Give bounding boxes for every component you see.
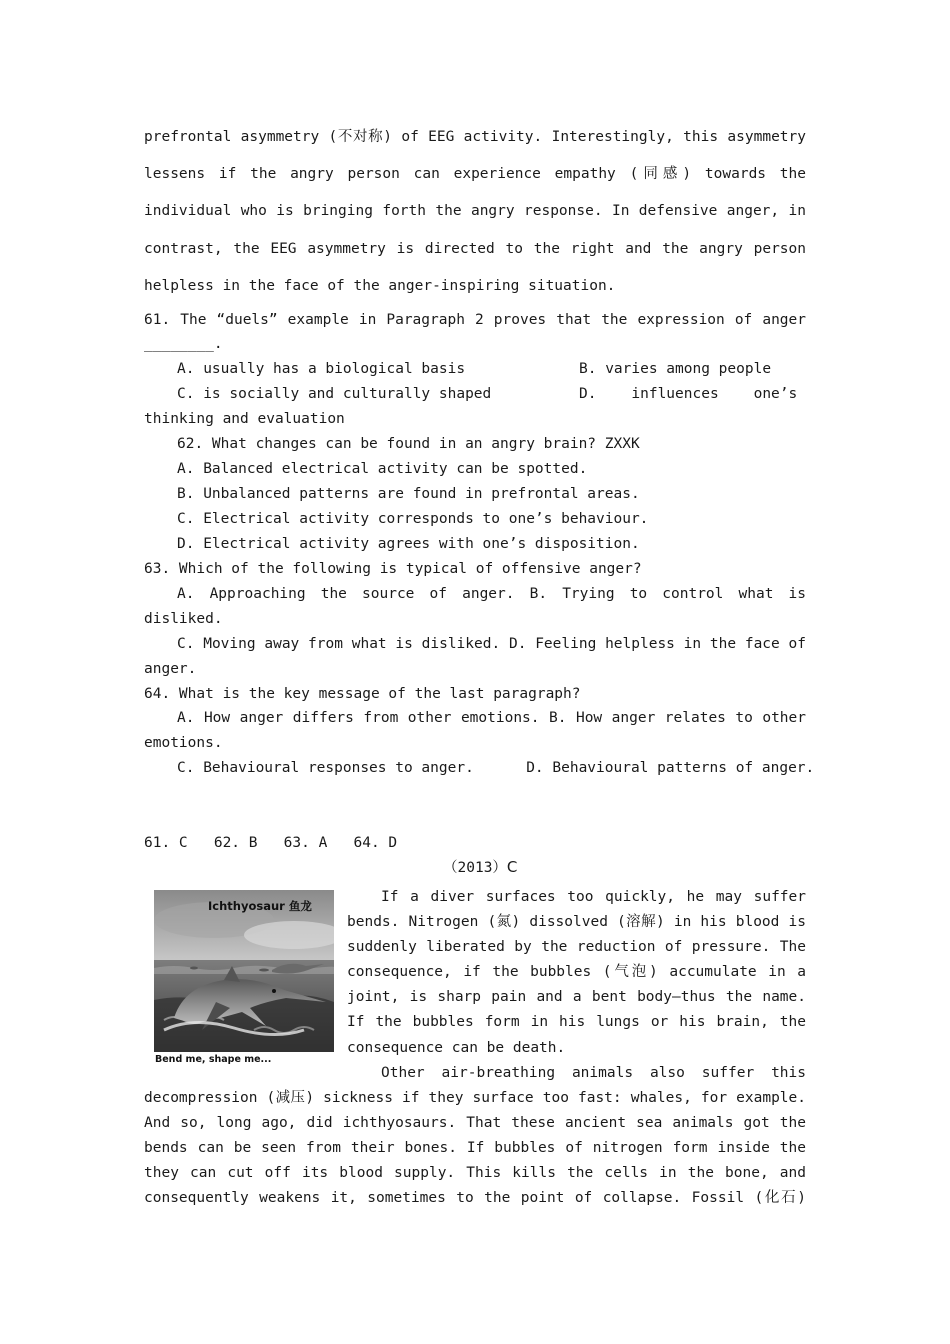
- passage-2-line: If the bubbles form in his lungs or his brain, the: [347, 1014, 806, 1030]
- passage-2-line: Other air-breathing animals also suffer this: [381, 1065, 806, 1081]
- passage-2-line: consequence, if the bubbles (气泡) accumulate in a: [347, 964, 806, 980]
- question-62-option-a: A. Balanced electrical activity can be spotted.: [177, 461, 588, 477]
- question-64-stem: 64. What is the key message of the last paragraph?: [144, 686, 581, 702]
- passage-line: individual who is bringing forth the angry response. In defensive anger, in: [144, 203, 806, 219]
- passage-2-line: joint, is sharp pain and a bent body—thus the name.: [347, 989, 806, 1005]
- question-63-option-d-cont: anger.: [144, 661, 197, 677]
- passage-2-line: consequently weakens it, sometimes to the point of collapse. Fossil (化石): [144, 1190, 806, 1206]
- question-62-option-c: C. Electrical activity corresponds to one’s behaviour.: [177, 511, 649, 527]
- passage-line: helpless in the face of the anger-inspiring situation.: [144, 278, 616, 294]
- question-63-stem: 63. Which of the following is typical of offensive anger?: [144, 561, 642, 577]
- question-61-option-d: D. influences one’s: [579, 386, 798, 402]
- ichthyosaur-image: [154, 890, 334, 1052]
- answer-key: 61. C 62. B 63. A 64. D: [144, 835, 398, 851]
- passage-2-line: bends can be seen from their bones. If bubbles of nitrogen form inside the: [144, 1140, 806, 1156]
- question-62-option-b: B. Unbalanced patterns are found in prefrontal areas.: [177, 486, 640, 502]
- section-heading: [443, 857, 517, 878]
- question-61-option-b: B. varies among people: [579, 361, 772, 377]
- passage-line: contrast, the EEG asymmetry is directed to the right and the angry person: [144, 241, 806, 257]
- section-letter: C: [506, 858, 518, 876]
- passage-line: prefrontal asymmetry (不对称) of EEG activity. Interestingly, this asymmetry: [144, 129, 806, 145]
- question-61-option-d-cont: thinking and evaluation: [144, 411, 345, 427]
- section-year: （2013）: [443, 860, 507, 876]
- ichthyosaur-figure: [152, 888, 336, 1070]
- passage-2-line: they can cut off its blood supply. This kills the cells in the bone, and: [144, 1165, 806, 1181]
- question-63-options-cd: C. Moving away from what is disliked. D. Feeling helpless in the face of: [177, 636, 806, 652]
- question-61-option-c: C. is socially and culturally shaped: [177, 386, 492, 402]
- question-63-options-ab: A. Approaching the source of anger. B. Trying to control what is: [177, 586, 806, 602]
- figure-caption: Bend me, shape me...: [155, 1054, 272, 1065]
- passage-2-line: decompression (减压) sickness if they surface too fast: whales, for example.: [144, 1090, 806, 1106]
- question-61-blank: ________.: [144, 336, 223, 352]
- question-63-option-b-cont: disliked.: [144, 611, 223, 627]
- question-64-option-b-cont: emotions.: [144, 735, 223, 751]
- passage-2-line: consequence can be death.: [347, 1040, 566, 1056]
- question-61-stem: 61. The “duels” example in Paragraph 2 proves that the expression of anger: [144, 312, 806, 328]
- question-62-stem: 62. What changes can be found in an angry brain? ZXXK: [177, 436, 640, 452]
- question-61-option-a: A. usually has a biological basis: [177, 361, 466, 377]
- passage-2-line: bends. Nitrogen (氮) dissolved (溶解) in his blood is: [347, 914, 806, 930]
- passage-2-line: If a diver surfaces too quickly, he may suffer: [381, 889, 806, 905]
- question-62-option-d: D. Electrical activity agrees with one’s disposition.: [177, 536, 640, 552]
- question-64-options-ab: A. How anger differs from other emotions. B. How anger relates to other: [177, 710, 806, 726]
- question-64-options-cd: C. Behavioural responses to anger. D. Behavioural patterns of anger.: [177, 760, 815, 776]
- passage-2-line: suddenly liberated by the reduction of pressure. The: [347, 939, 806, 955]
- passage-line: lessens if the angry person can experience empathy (同感) towards the: [144, 166, 806, 182]
- figure-title: Ichthyosaur 鱼龙: [208, 899, 312, 913]
- passage-2-line: And so, long ago, did ichthyosaurs. That these ancient sea animals got the: [144, 1115, 806, 1131]
